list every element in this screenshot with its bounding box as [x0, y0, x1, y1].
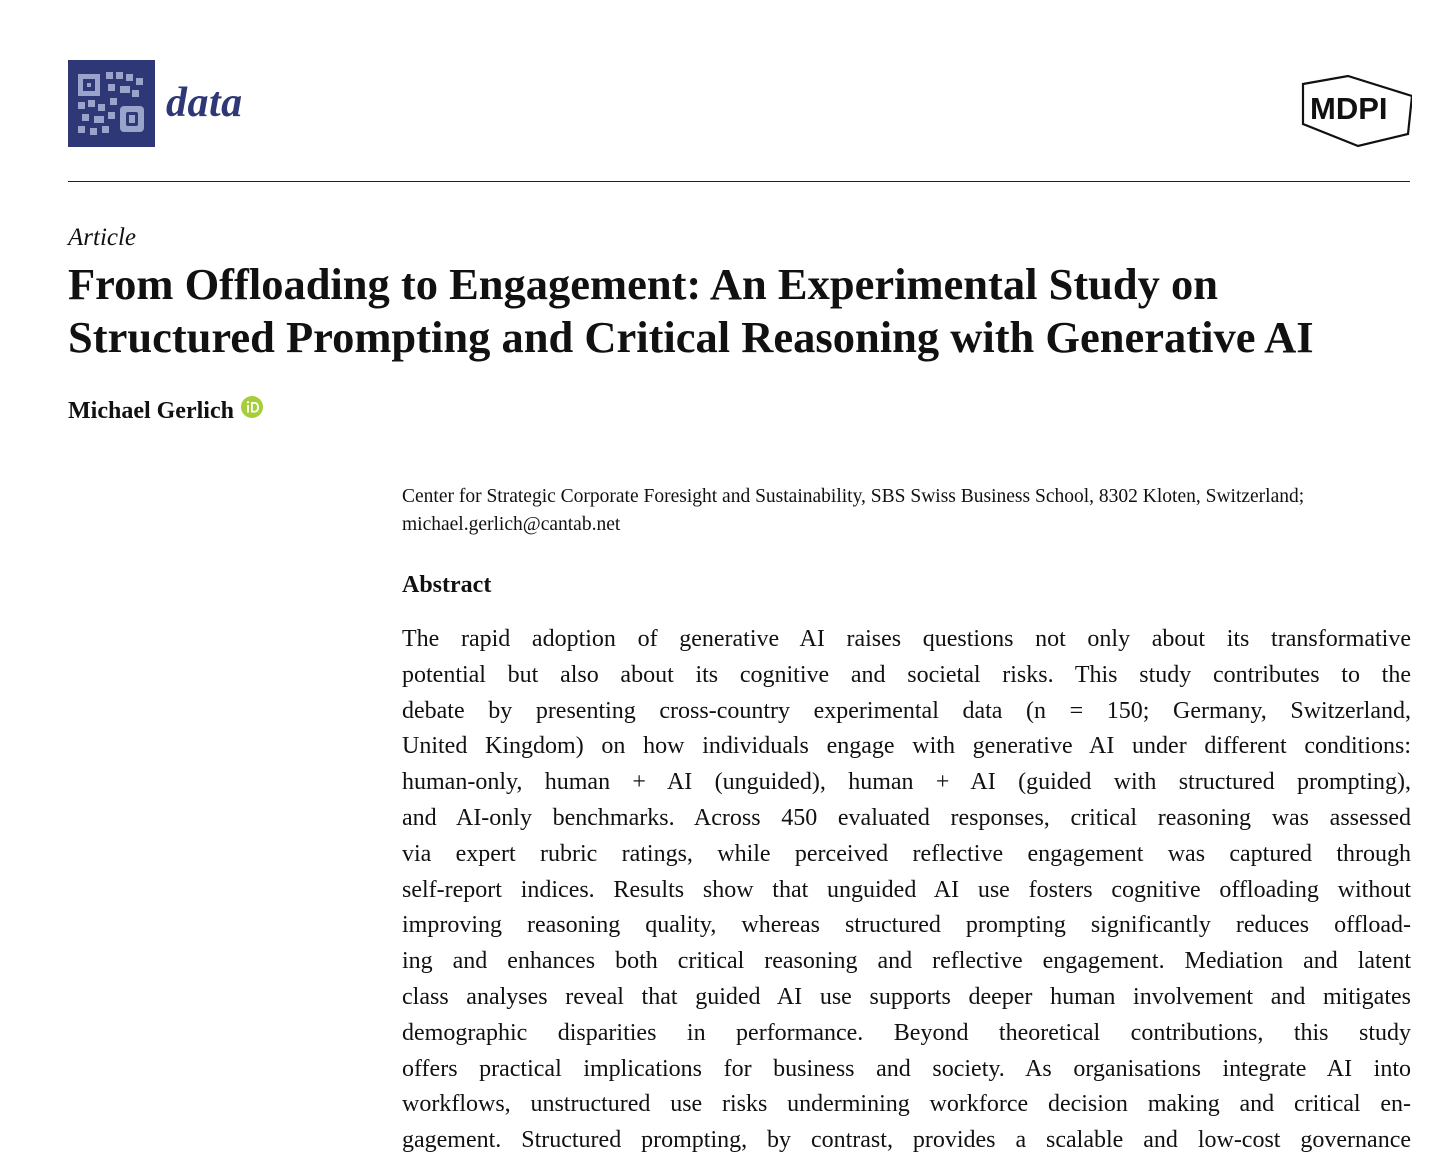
- abstract-line: demographic disparities in performance. Beyond theoretical contributions, this study: [402, 1019, 1411, 1046]
- abstract-line: United Kingdom) on how individuals engage with generative AI under different conditions:: [402, 733, 1411, 760]
- affiliation-line: Center for Strategic Corporate Foresight and Sustainability, SBS Swiss Business School, 8302 Kloten, Switzerland;: [402, 486, 1305, 507]
- abstract-line: The rapid adoption of generative AI raises questions not only about its transformative: [402, 626, 1411, 652]
- article-title: [68, 258, 1428, 364]
- abstract-line: self-report indices. Results show that unguided AI use fosters cognitive offloading without: [402, 876, 1411, 903]
- affiliation: [402, 483, 1422, 539]
- title-line: Structured Prompting and Critical Reasoning with Generative AI: [68, 312, 1314, 362]
- abstract-line: and AI-only benchmarks. Across 450 evaluated responses, critical reasoning was assessed: [402, 804, 1411, 831]
- abstract-line: workflows, unstructured use risks undermining workforce decision making and critical en-: [402, 1091, 1411, 1118]
- article-type: Article: [68, 224, 137, 251]
- abstract-line: ing and enhances both critical reasoning and reflective engagement. Mediation and latent: [402, 948, 1411, 975]
- abstract-line: via expert rubric ratings, while perceived reflective engagement was captured through: [402, 840, 1411, 867]
- orcid-icon[interactable]: [241, 396, 263, 418]
- author-email[interactable]: michael.gerlich@cantab.net: [402, 514, 621, 535]
- journal-logo-icon: [68, 60, 155, 147]
- journal-name: data: [166, 79, 243, 126]
- publisher-name: MDPI: [1310, 91, 1388, 126]
- abstract-line: gagement. Structured prompting, by contrast, provides a scalable and low-cost governance: [402, 1127, 1411, 1154]
- abstract-line: class analyses reveal that guided AI use supports deeper human involvement and mitigates: [402, 983, 1411, 1010]
- abstract-line: human-only, human + AI (unguided), human + AI (guided with structured prompting),: [402, 769, 1411, 796]
- publisher-logo: [1300, 74, 1412, 148]
- header-divider: [68, 181, 1410, 182]
- abstract-line: debate by presenting cross-country experimental data (n = 150; Germany, Switzerland,: [402, 697, 1411, 724]
- title-line: From Offloading to Engagement: An Experimental Study on: [68, 259, 1219, 309]
- abstract-line: offers practical implications for business and society. As organisations integrate AI into: [402, 1055, 1411, 1082]
- journal-logo: [68, 60, 243, 147]
- abstract-heading: Abstract: [402, 572, 492, 598]
- author-name[interactable]: Michael Gerlich: [68, 398, 234, 424]
- author-row: [68, 398, 263, 425]
- abstract-body: [402, 622, 1411, 1159]
- abstract-line: improving reasoning quality, whereas structured prompting significantly reduces offload-: [402, 912, 1411, 939]
- abstract-line: potential but also about its cognitive and societal risks. This study contributes to the: [402, 661, 1411, 688]
